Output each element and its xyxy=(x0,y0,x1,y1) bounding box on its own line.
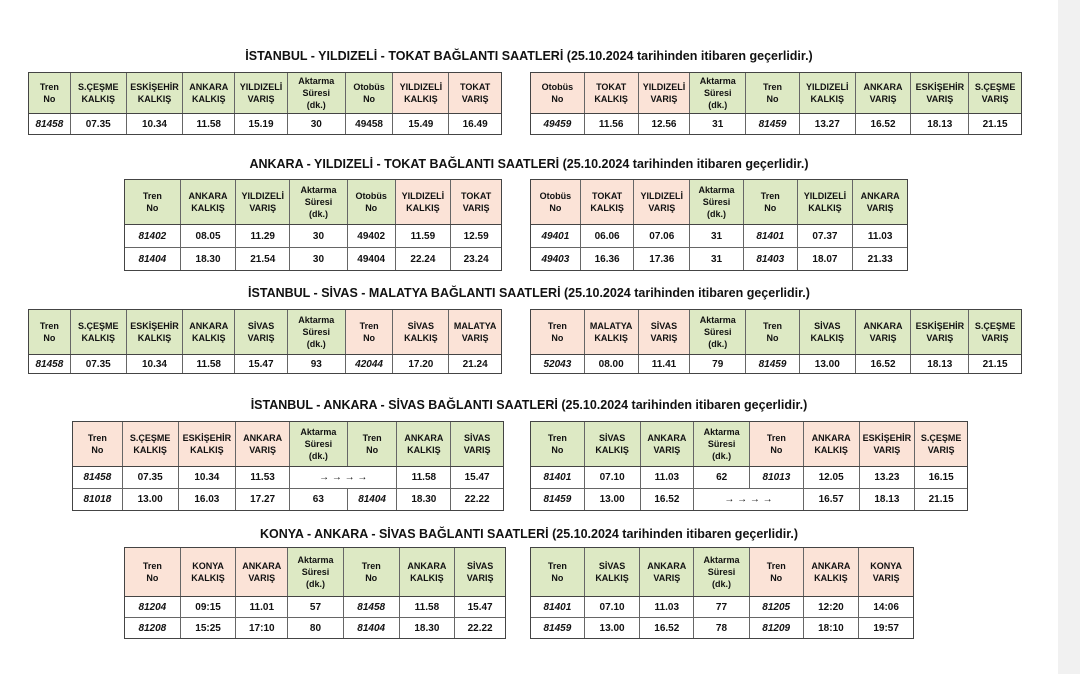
header-ankara: ANKARA KALKIŞ xyxy=(183,73,235,113)
cell-eski-sehi-r: 18.13 xyxy=(911,355,969,373)
header-eski-sehi-r: ESKİŞEHİR KALKIŞ xyxy=(127,310,184,354)
cell-malatya: 21.24 xyxy=(462,358,488,370)
cell-yildizeli: 21.54 xyxy=(236,248,290,270)
header-si-vas: SİVAS KALKIŞ xyxy=(585,548,641,596)
cell-yildizeli: 13.27 xyxy=(800,114,856,134)
header-tokat: TOKAT KALKIŞ xyxy=(581,180,635,224)
header-ankara: ANKARA KALKIŞ xyxy=(397,422,451,466)
header-si-vas: SİVAS VARIŞ xyxy=(639,310,691,354)
cell-aktarma: 31 xyxy=(690,114,746,134)
cell-yildizeli: 22.24 xyxy=(396,248,452,270)
table-header-row xyxy=(125,180,501,225)
header-malatya: MALATYA KALKIŞ xyxy=(585,310,639,354)
cell-ankara: 17:10 xyxy=(236,618,288,638)
header-yildizeli: YILDIZELİ VARIŞ xyxy=(236,180,290,224)
cell-yildizeli: 15.49 xyxy=(393,114,449,134)
cell-tren: 81401 xyxy=(744,225,798,247)
header-tren: Tren No xyxy=(750,422,804,466)
header-tren: Tren No xyxy=(531,310,585,354)
header-ankara: ANKARA KALKIŞ xyxy=(804,548,860,596)
header-otobus: Otobüs No xyxy=(348,180,396,224)
header-s-cesme: S.ÇEŞME KALKIŞ xyxy=(71,73,127,113)
cell-tren: 81458 xyxy=(29,355,71,373)
cell-ankara: 11.58 xyxy=(397,467,451,488)
cell-si-vas: 07.10 xyxy=(585,467,641,488)
cell-s-cesme: 21.15 xyxy=(982,358,1008,370)
cell-aktarma: 30 xyxy=(288,114,346,134)
header-tren: Tren No xyxy=(125,180,181,224)
header-eski-sehi-r: ESKİŞEHİR VARIŞ xyxy=(911,310,969,354)
cell-eski-sehi-r: 18.13 xyxy=(860,489,916,510)
cell-tren: 81403 xyxy=(744,248,798,270)
header-tren: Tren No xyxy=(531,548,585,596)
header-si-vas: SİVAS VARIŞ xyxy=(235,310,288,354)
header-otobus: Otobüs No xyxy=(346,73,394,113)
cell-konya: 15:25 xyxy=(181,618,237,638)
cell-otobus: 49458 xyxy=(346,114,394,134)
cell-tokat: 11.56 xyxy=(585,114,639,134)
cell-si-vas: 15.47 xyxy=(235,355,288,373)
schedule-table-right xyxy=(530,309,1022,374)
header-s-cesme: S.ÇEŞME VARIŞ xyxy=(915,422,967,466)
cell-tokat: 16.36 xyxy=(581,248,635,270)
schedule-table-right xyxy=(530,72,1022,135)
header-tren: Tren No xyxy=(125,548,181,596)
table-header-row xyxy=(531,73,1021,114)
cell-tokat: 06.06 xyxy=(581,225,635,247)
header-tren: Tren No xyxy=(531,422,585,466)
header-ankara: ANKARA VARIŞ xyxy=(853,180,907,224)
cell-tren: 52043 xyxy=(531,355,585,373)
header-tren: Tren No xyxy=(750,548,804,596)
schedule-table-left xyxy=(28,309,502,374)
cell-tren: 81404 xyxy=(344,618,400,638)
table-row xyxy=(531,467,967,489)
table-row xyxy=(125,225,501,248)
header-aktarma: Aktarma Süresi (dk.) xyxy=(288,73,346,113)
cell-ankara: 16.52 xyxy=(856,355,912,373)
header-aktarma: Aktarma Süresi (dk.) xyxy=(694,422,750,466)
header-si-vas: SİVAS KALKIŞ xyxy=(393,310,449,354)
header-tren: Tren No xyxy=(73,422,123,466)
cell-s-cesme: 21.15 xyxy=(928,494,954,505)
header-tokat: TOKAT VARIŞ xyxy=(451,180,501,224)
table-row xyxy=(531,597,913,618)
table-header-row xyxy=(531,310,1021,355)
cell-aktarma: 31 xyxy=(690,248,744,270)
table-row xyxy=(125,248,501,270)
cell-aktarma: 57 xyxy=(288,597,344,617)
cell-ankara: 11.01 xyxy=(236,597,288,617)
header-ankara: ANKARA VARIŞ xyxy=(856,310,912,354)
table-row xyxy=(531,489,967,510)
cell-tokat: 16.49 xyxy=(462,118,488,130)
header-eski-sehi-r: ESKİŞEHİR VARIŞ xyxy=(911,73,969,113)
header-ankara: ANKARA VARIŞ xyxy=(856,73,912,113)
schedule-table-left xyxy=(124,179,502,271)
cell-yildizeli: 07.06 xyxy=(634,225,690,247)
cell-ankara: 16.52 xyxy=(856,114,912,134)
cell-tren: 81458 xyxy=(344,597,400,617)
cell-si-vas: 13.00 xyxy=(585,489,641,510)
cell-tren: 81404 xyxy=(125,248,181,270)
table-header-row xyxy=(531,548,913,597)
cell-ankara: 21.33 xyxy=(867,253,893,265)
cell-ankara: 17.27 xyxy=(236,489,290,510)
header-tokat: TOKAT VARIŞ xyxy=(449,73,501,113)
cell-tren: 81205 xyxy=(750,597,804,617)
cell-ankara: 16.52 xyxy=(641,489,695,510)
header-yildizeli: YILDIZELİ KALKIŞ xyxy=(798,180,854,224)
section-title: KONYA - ANKARA - SİVAS BAĞLANTI SAATLERİ (25.10.2024 tarihinden itibaren geçerlidir.) xyxy=(259,527,799,541)
cell-eski-sehi-r: 16.03 xyxy=(179,489,237,510)
header-yildizeli: YILDIZELİ VARIŞ xyxy=(634,180,690,224)
cell-otobus: 49402 xyxy=(348,225,396,247)
table-header-row xyxy=(29,310,501,355)
header-eski-sehi-r: ESKİŞEHİR KALKIŞ xyxy=(179,422,237,466)
cell-tren: 81459 xyxy=(746,355,800,373)
cell-si-vas: 17.20 xyxy=(393,355,449,373)
cell-si-vas: 07.10 xyxy=(585,597,641,617)
header-malatya: MALATYA VARIŞ xyxy=(449,310,501,354)
header-yildizeli: YILDIZELİ KALKIŞ xyxy=(393,73,449,113)
cell-eski-sehi-r: 10.34 xyxy=(179,467,237,488)
cell-aktarma: 63 xyxy=(290,489,348,510)
cell-s-cesme: 07.35 xyxy=(123,467,179,488)
section-title: İSTANBUL - YILDIZELİ - TOKAT BAĞLANTI SAATLERİ (25.10.2024 tarihinden itibaren geçerlidir.) xyxy=(245,49,813,63)
schedule-table-left xyxy=(28,72,502,135)
header-tren: Tren No xyxy=(29,73,71,113)
cell-ankara: 11.03 xyxy=(640,597,694,617)
cell-ankara: 08.05 xyxy=(181,225,237,247)
cell-aktarma: 30 xyxy=(290,248,348,270)
cell-tren: 81459 xyxy=(531,489,585,510)
cell-tokat: 12.59 xyxy=(463,230,489,242)
cell-tren: 81401 xyxy=(531,597,585,617)
cell-otobus: 49404 xyxy=(348,248,396,270)
header-yildizeli: YILDIZELİ KALKIŞ xyxy=(800,73,856,113)
cell-s-cesme: 21.15 xyxy=(982,118,1008,130)
header-si-vas: SİVAS VARIŞ xyxy=(455,548,505,596)
cell-ankara: 18.30 xyxy=(400,618,456,638)
cell-ankara: 11.53 xyxy=(236,467,290,488)
cell-si-vas: 13.00 xyxy=(585,618,641,638)
cell-tren: 81458 xyxy=(29,114,71,134)
cell-si-vas: 22.22 xyxy=(464,494,490,505)
cell-tren: 81459 xyxy=(531,618,585,638)
header-tren: Tren No xyxy=(344,548,400,596)
header-tren: Tren No xyxy=(29,310,71,354)
header-tren: Tren No xyxy=(346,310,394,354)
table-row xyxy=(29,114,501,134)
header-aktarma: Aktarma Süresi (dk.) xyxy=(288,548,344,596)
header-tokat: TOKAT KALKIŞ xyxy=(585,73,639,113)
cell-aktarma: 62 xyxy=(694,467,750,488)
header-ankara: ANKARA KALKIŞ xyxy=(400,548,456,596)
cell-si-vas: 13.00 xyxy=(800,355,856,373)
cell-otobus: 49403 xyxy=(531,248,581,270)
cell-aktarma: 77 xyxy=(694,597,750,617)
cell-ankara: 18.30 xyxy=(397,489,451,510)
cell-s-cesme: 16.15 xyxy=(928,472,954,483)
cell-tren: 81459 xyxy=(746,114,800,134)
cell-tren: 42044 xyxy=(346,355,394,373)
schedule-table-right xyxy=(530,421,968,511)
header-s-cesme: S.ÇEŞME VARIŞ xyxy=(969,73,1021,113)
table-row xyxy=(125,618,505,638)
cell-tren: 81013 xyxy=(750,467,804,488)
cell-s-cesme: 13.00 xyxy=(123,489,179,510)
direct-connection-arrows: → → → → xyxy=(694,489,804,510)
table-row xyxy=(531,618,913,638)
cell-ankara: 11.58 xyxy=(400,597,456,617)
header-ankara: ANKARA VARIŞ xyxy=(640,548,694,596)
cell-ankara: 11.58 xyxy=(183,114,235,134)
cell-tren: 81401 xyxy=(531,467,585,488)
cell-yildizeli: 15.19 xyxy=(235,114,288,134)
header-ankara: ANKARA KALKIŞ xyxy=(183,310,235,354)
cell-ankara: 18:10 xyxy=(804,618,860,638)
header-yildizeli: YILDIZELİ VARIŞ xyxy=(639,73,691,113)
header-konya: KONYA KALKIŞ xyxy=(181,548,237,596)
cell-konya: 19:57 xyxy=(873,622,899,634)
cell-eski-sehi-r: 10.34 xyxy=(127,355,184,373)
table-row xyxy=(531,355,1021,373)
header-konya: KONYA VARIŞ xyxy=(859,548,913,596)
schedule-table-right xyxy=(530,179,908,271)
cell-ankara: 18.30 xyxy=(181,248,237,270)
header-ankara: ANKARA KALKIŞ xyxy=(804,422,860,466)
header-eski-sehi-r: ESKİŞEHİR VARIŞ xyxy=(860,422,916,466)
cell-yildizeli: 11.59 xyxy=(396,225,452,247)
section-title: İSTANBUL - SİVAS - MALATYA BAĞLANTI SAATLERİ (25.10.2024 tarihinden itibaren geçerlidir.) xyxy=(248,286,810,300)
header-tren: Tren No xyxy=(746,310,800,354)
table-row xyxy=(125,597,505,618)
cell-tren: 81402 xyxy=(125,225,181,247)
header-ankara: ANKARA VARIŞ xyxy=(236,548,288,596)
cell-malatya: 08.00 xyxy=(585,355,639,373)
header-aktarma: Aktarma Süresi (dk.) xyxy=(690,180,744,224)
cell-yildizeli: 11.29 xyxy=(236,225,290,247)
cell-ankara: 12:20 xyxy=(804,597,860,617)
header-ankara: ANKARA VARIŞ xyxy=(641,422,695,466)
cell-tokat: 23.24 xyxy=(463,253,489,265)
header-aktarma: Aktarma Süresi (dk.) xyxy=(690,310,746,354)
table-row xyxy=(531,225,907,248)
cell-ankara: 11.03 xyxy=(641,467,695,488)
header-si-vas: SİVAS KALKIŞ xyxy=(585,422,641,466)
table-row xyxy=(531,114,1021,134)
cell-tren: 81209 xyxy=(750,618,804,638)
table-row xyxy=(73,489,503,510)
cell-s-cesme: 07.35 xyxy=(71,355,127,373)
header-aktarma: Aktarma Süresi (dk.) xyxy=(290,422,348,466)
header-s-cesme: S.ÇEŞME VARIŞ xyxy=(969,310,1021,354)
cell-yildizeli: 18.07 xyxy=(798,248,854,270)
header-si-vas: SİVAS VARIŞ xyxy=(451,422,503,466)
cell-yildizeli: 12.56 xyxy=(639,114,691,134)
cell-aktarma: 78 xyxy=(694,618,750,638)
header-yildizeli: YILDIZELİ KALKIŞ xyxy=(396,180,452,224)
direct-connection-arrows: → → → → xyxy=(290,467,398,488)
cell-aktarma: 31 xyxy=(690,225,744,247)
cell-tren: 81208 xyxy=(125,618,181,638)
header-aktarma: Aktarma Süresi (dk.) xyxy=(690,73,746,113)
section-title: ANKARA - YILDIZELİ - TOKAT BAĞLANTI SAATLERİ (25.10.2024 tarihinden itibaren geçerlidir.) xyxy=(249,157,809,171)
section-title: İSTANBUL - ANKARA - SİVAS BAĞLANTI SAATLERİ (25.10.2024 tarihinden itibaren geçerlidir.) xyxy=(250,398,808,412)
header-aktarma: Aktarma Süresi (dk.) xyxy=(290,180,348,224)
cell-si-vas: 15.47 xyxy=(464,472,490,483)
table-row xyxy=(29,355,501,373)
schedule-table-left xyxy=(72,421,504,511)
schedule-table-left xyxy=(124,547,506,639)
cell-ankara: 16.52 xyxy=(640,618,694,638)
cell-konya: 14:06 xyxy=(873,601,899,613)
table-header-row xyxy=(531,180,907,225)
header-aktarma: Aktarma Süresi (dk.) xyxy=(694,548,750,596)
header-tren: Tren No xyxy=(746,73,800,113)
cell-yildizeli: 07.37 xyxy=(798,225,854,247)
header-otobus: Otobüs No xyxy=(531,180,581,224)
table-header-row xyxy=(531,422,967,467)
cell-otobus: 49459 xyxy=(531,114,585,134)
cell-ankara: 12.05 xyxy=(804,467,860,488)
cell-si-vas: 22.22 xyxy=(467,622,493,634)
cell-tren: 81204 xyxy=(125,597,181,617)
schedule-table-right xyxy=(530,547,914,639)
cell-yildizeli: 17.36 xyxy=(634,248,690,270)
cell-aktarma: 80 xyxy=(288,618,344,638)
cell-tren: 81458 xyxy=(73,467,123,488)
table-row xyxy=(73,467,503,489)
header-aktarma: Aktarma Süresi (dk.) xyxy=(288,310,346,354)
header-ankara: ANKARA VARIŞ xyxy=(236,422,290,466)
cell-eski-sehi-r: 10.34 xyxy=(127,114,184,134)
cell-eski-sehi-r: 18.13 xyxy=(911,114,969,134)
header-otobus: Otobüs No xyxy=(531,73,585,113)
header-tren: Tren No xyxy=(348,422,398,466)
header-s-cesme: S.ÇEŞME KALKIŞ xyxy=(71,310,127,354)
table-row xyxy=(531,248,907,270)
table-header-row xyxy=(29,73,501,114)
cell-aktarma: 30 xyxy=(290,225,348,247)
cell-konya: 09:15 xyxy=(181,597,237,617)
header-ankara: ANKARA KALKIŞ xyxy=(181,180,237,224)
header-eski-sehi-r: ESKİŞEHİR KALKIŞ xyxy=(127,73,184,113)
header-s-cesme: S.ÇEŞME KALKIŞ xyxy=(123,422,179,466)
table-header-row xyxy=(125,548,505,597)
cell-ankara: 16.57 xyxy=(804,489,860,510)
cell-ankara: 11.58 xyxy=(183,355,235,373)
cell-s-cesme: 07.35 xyxy=(71,114,127,134)
cell-tren: 81018 xyxy=(73,489,123,510)
cell-ankara: 11.03 xyxy=(867,230,893,242)
cell-si-vas: 11.41 xyxy=(639,355,691,373)
header-yildizeli: YILDIZELİ VARIŞ xyxy=(235,73,288,113)
table-header-row xyxy=(73,422,503,467)
cell-tren: 81404 xyxy=(348,489,398,510)
cell-aktarma: 93 xyxy=(288,355,346,373)
header-si-vas: SİVAS KALKIŞ xyxy=(800,310,856,354)
right-margin-strip xyxy=(1058,0,1080,674)
header-tren: Tren No xyxy=(744,180,798,224)
cell-si-vas: 15.47 xyxy=(467,601,493,613)
cell-eski-sehi-r: 13.23 xyxy=(860,467,916,488)
cell-otobus: 49401 xyxy=(531,225,581,247)
cell-aktarma: 79 xyxy=(690,355,746,373)
